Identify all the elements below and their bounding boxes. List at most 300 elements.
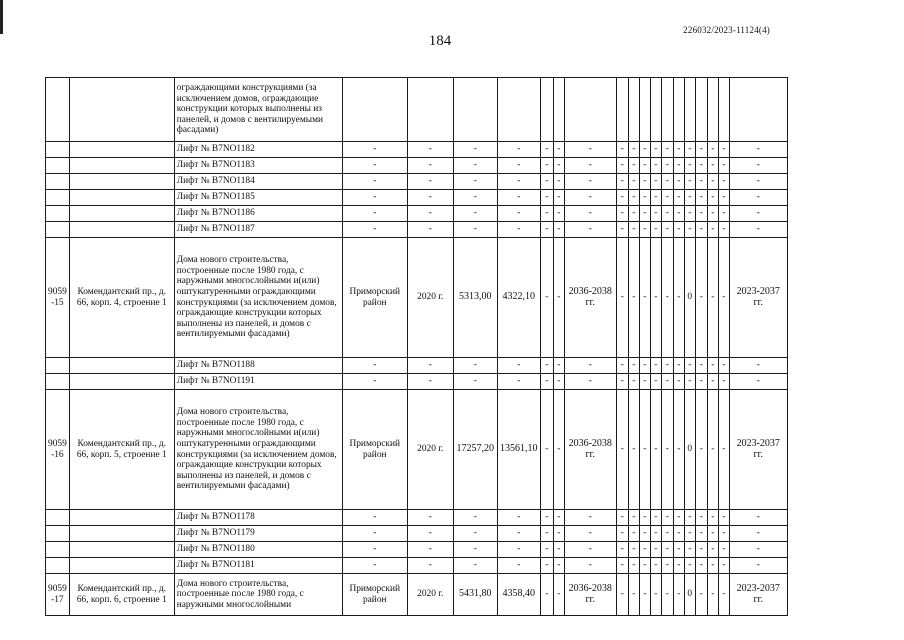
lift-value-cell: - (616, 374, 628, 390)
lift-value-cell: - (684, 142, 695, 158)
lift-label: Лифт № В7NO1182 (174, 142, 342, 158)
lift-value-cell: - (650, 158, 661, 174)
lift-value-cell: - (684, 158, 695, 174)
lift-value-cell: - (616, 510, 628, 526)
lift-value-cell: - (639, 558, 650, 574)
lift-value-cell: - (718, 174, 729, 190)
lift-value-cell: - (639, 142, 650, 158)
lift-value-cell: - (407, 510, 453, 526)
lift-value-cell: - (407, 358, 453, 374)
table-row-house (46, 238, 788, 358)
lift-value-cell: - (718, 526, 729, 542)
lift-value-cell: - (564, 174, 616, 190)
lift-value-cell: - (540, 542, 553, 558)
aux-cell-2: - (553, 238, 564, 358)
lift-value-cell: - (729, 174, 787, 190)
repair-period-cell: 2036-2038 гг. (564, 238, 616, 358)
lift-value-cell: - (564, 358, 616, 374)
lift-value-cell: - (639, 374, 650, 390)
lift-value-cell: - (684, 526, 695, 542)
work-value-cell: - (661, 238, 673, 358)
lift-value-cell: - (342, 158, 407, 174)
work-value-cell: - (695, 574, 707, 616)
lift-value-cell: - (407, 558, 453, 574)
lift-value-cell: - (453, 206, 497, 222)
lift-value-cell: - (661, 142, 673, 158)
description-cell: ограждающими конструкциями (за исключением домов, ограждающие конструкции которых выполнены из панелей, и домов с вентилируемыми фасадами) (174, 78, 342, 142)
code-cell (46, 358, 70, 374)
empty-cell (650, 78, 661, 142)
lift-value-cell: - (707, 206, 718, 222)
lift-value-cell: - (540, 158, 553, 174)
table-row-house (46, 390, 788, 510)
lift-value-cell: - (661, 358, 673, 374)
work-value-cell: - (718, 574, 729, 616)
lift-value-cell: - (684, 190, 695, 206)
empty-cell (453, 78, 497, 142)
address-cell (69, 526, 174, 542)
lift-value-cell: - (553, 542, 564, 558)
code-cell (46, 158, 70, 174)
lift-value-cell: - (407, 190, 453, 206)
lift-value-cell: - (707, 358, 718, 374)
aux-cell-1: - (540, 238, 553, 358)
table-row-lift (46, 374, 788, 390)
lift-value-cell: - (729, 222, 787, 238)
empty-cell (718, 78, 729, 142)
scan-edge-mark (0, 0, 3, 34)
empty-cell (497, 78, 540, 142)
lift-value-cell: - (673, 222, 684, 238)
lift-value-cell: - (616, 558, 628, 574)
code-cell (46, 374, 70, 390)
address-cell (69, 222, 174, 238)
lift-value-cell: - (729, 358, 787, 374)
empty-cell (673, 78, 684, 142)
lift-value-cell: - (453, 510, 497, 526)
table-row-lift (46, 206, 788, 222)
table-row-lift (46, 190, 788, 206)
table-row-lift (46, 526, 788, 542)
lift-value-cell: - (650, 190, 661, 206)
lift-value-cell: - (628, 526, 639, 542)
table-row-continuation (46, 78, 788, 142)
table-row-lift (46, 542, 788, 558)
lift-value-cell: - (673, 510, 684, 526)
lift-value-cell: - (639, 510, 650, 526)
lift-value-cell: - (639, 526, 650, 542)
lift-value-cell: - (564, 158, 616, 174)
lift-value-cell: - (695, 542, 707, 558)
lift-value-cell: - (650, 142, 661, 158)
lift-value-cell: - (407, 526, 453, 542)
work-value-cell: - (616, 574, 628, 616)
lift-value-cell: - (718, 510, 729, 526)
lift-label: Лифт № В7NO1180 (174, 542, 342, 558)
lift-value-cell: - (661, 190, 673, 206)
area-total-cell: 5431,80 (453, 574, 497, 616)
lift-value-cell: - (540, 358, 553, 374)
work-value-cell: - (707, 238, 718, 358)
lift-label: Лифт № В7NO1187 (174, 222, 342, 238)
lift-value-cell: - (616, 158, 628, 174)
lift-value-cell: - (628, 174, 639, 190)
lift-value-cell: - (342, 190, 407, 206)
code-cell (46, 222, 70, 238)
work-value-cell: 0 (684, 574, 695, 616)
lift-value-cell: - (707, 526, 718, 542)
table-row-lift (46, 158, 788, 174)
house-code: 9059 -15 (46, 238, 70, 358)
lift-value-cell: - (684, 206, 695, 222)
lift-value-cell: - (729, 374, 787, 390)
lift-value-cell: - (453, 558, 497, 574)
work-value-cell: - (628, 238, 639, 358)
address-cell (69, 78, 174, 142)
code-cell (46, 558, 70, 574)
lift-value-cell: - (673, 206, 684, 222)
lift-value-cell: - (695, 190, 707, 206)
lift-value-cell: - (639, 206, 650, 222)
work-value-cell: - (661, 574, 673, 616)
lift-value-cell: - (695, 142, 707, 158)
lift-value-cell: - (497, 542, 540, 558)
lift-value-cell: - (707, 558, 718, 574)
lift-value-cell: - (564, 206, 616, 222)
lift-value-cell: - (650, 174, 661, 190)
work-value-cell: - (628, 390, 639, 510)
lift-value-cell: - (707, 158, 718, 174)
work-value-cell: 0 (684, 390, 695, 510)
lift-value-cell: - (650, 542, 661, 558)
page-number: 184 (428, 33, 452, 49)
lift-value-cell: - (616, 222, 628, 238)
aux-cell-1: - (540, 574, 553, 616)
lift-value-cell: - (407, 158, 453, 174)
code-cell (46, 190, 70, 206)
lift-value-cell: - (553, 526, 564, 542)
empty-cell (564, 78, 616, 142)
address-cell (69, 374, 174, 390)
empty-cell (661, 78, 673, 142)
district-cell: Приморский район (342, 390, 407, 510)
district-cell: Приморский район (342, 238, 407, 358)
lift-value-cell: - (553, 222, 564, 238)
lift-value-cell: - (661, 542, 673, 558)
lift-value-cell: - (661, 510, 673, 526)
lift-value-cell: - (639, 358, 650, 374)
work-value-cell: - (650, 574, 661, 616)
empty-cell (342, 78, 407, 142)
lift-value-cell: - (695, 174, 707, 190)
district-cell: Приморский район (342, 574, 407, 616)
work-value-cell: - (718, 238, 729, 358)
lift-value-cell: - (695, 374, 707, 390)
lift-value-cell: - (540, 558, 553, 574)
lift-value-cell: - (707, 374, 718, 390)
lift-value-cell: - (342, 174, 407, 190)
lift-label: Лифт № В7NO1191 (174, 374, 342, 390)
code-cell (46, 142, 70, 158)
work-value-cell: - (673, 238, 684, 358)
lift-value-cell: - (497, 158, 540, 174)
deadline-cell: 2023-2037 гг. (729, 574, 787, 616)
lift-value-cell: - (453, 374, 497, 390)
lift-value-cell: - (342, 558, 407, 574)
lift-value-cell: - (407, 374, 453, 390)
lift-value-cell: - (540, 174, 553, 190)
lift-value-cell: - (453, 158, 497, 174)
year-cell: 2020 г. (407, 574, 453, 616)
lift-value-cell: - (540, 222, 553, 238)
lift-value-cell: - (342, 510, 407, 526)
table-row-lift (46, 222, 788, 238)
lift-value-cell: - (639, 222, 650, 238)
lift-value-cell: - (342, 542, 407, 558)
lift-value-cell: - (540, 374, 553, 390)
lift-value-cell: - (453, 526, 497, 542)
lift-value-cell: - (684, 558, 695, 574)
table-row-lift (46, 358, 788, 374)
lift-value-cell: - (695, 222, 707, 238)
lift-value-cell: - (684, 542, 695, 558)
lift-value-cell: - (564, 190, 616, 206)
lift-value-cell: - (540, 526, 553, 542)
work-value-cell: - (661, 390, 673, 510)
lift-value-cell: - (628, 374, 639, 390)
table-row-house (46, 574, 788, 616)
lift-value-cell: - (453, 174, 497, 190)
lift-value-cell: - (342, 222, 407, 238)
lift-value-cell: - (342, 526, 407, 542)
lift-value-cell: - (718, 142, 729, 158)
area-total-cell: 17257,20 (453, 390, 497, 510)
lift-value-cell: - (639, 174, 650, 190)
lift-value-cell: - (729, 526, 787, 542)
table-row-lift (46, 174, 788, 190)
empty-cell (553, 78, 564, 142)
code-cell (46, 526, 70, 542)
lift-value-cell: - (729, 158, 787, 174)
lift-value-cell: - (616, 358, 628, 374)
lift-label: Лифт № В7NO1186 (174, 206, 342, 222)
lift-value-cell: - (628, 222, 639, 238)
lift-value-cell: - (673, 142, 684, 158)
document-code: 226032/2023-11124(4) (683, 25, 770, 35)
lift-value-cell: - (553, 558, 564, 574)
lift-value-cell: - (673, 558, 684, 574)
lift-value-cell: - (673, 190, 684, 206)
lift-value-cell: - (729, 206, 787, 222)
aux-cell-2: - (553, 390, 564, 510)
house-code: 9059 -16 (46, 390, 70, 510)
lift-value-cell: - (497, 358, 540, 374)
lift-value-cell: - (497, 142, 540, 158)
work-value-cell: - (639, 390, 650, 510)
lift-value-cell: - (684, 374, 695, 390)
code-cell (46, 542, 70, 558)
lift-value-cell: - (673, 374, 684, 390)
lift-value-cell: - (661, 558, 673, 574)
lift-value-cell: - (729, 142, 787, 158)
repair-period-cell: 2036-2038 гг. (564, 390, 616, 510)
house-register-table (45, 77, 788, 616)
lift-value-cell: - (407, 174, 453, 190)
lift-value-cell: - (342, 374, 407, 390)
area-living-cell: 4322,10 (497, 238, 540, 358)
lift-value-cell: - (564, 542, 616, 558)
lift-value-cell: - (540, 510, 553, 526)
lift-value-cell: - (695, 158, 707, 174)
lift-value-cell: - (695, 526, 707, 542)
lift-value-cell: - (718, 558, 729, 574)
code-cell (46, 206, 70, 222)
lift-value-cell: - (616, 526, 628, 542)
address-cell (69, 190, 174, 206)
register-body (46, 78, 788, 616)
lift-label: Лифт № В7NO1181 (174, 558, 342, 574)
work-value-cell: - (718, 390, 729, 510)
lift-value-cell: - (684, 174, 695, 190)
lift-value-cell: - (407, 222, 453, 238)
lift-value-cell: - (661, 374, 673, 390)
lift-value-cell: - (718, 158, 729, 174)
empty-cell (729, 78, 787, 142)
lift-value-cell: - (729, 510, 787, 526)
lift-value-cell: - (673, 158, 684, 174)
year-cell: 2020 г. (407, 390, 453, 510)
lift-value-cell: - (407, 142, 453, 158)
lift-value-cell: - (407, 206, 453, 222)
lift-value-cell: - (564, 374, 616, 390)
lift-value-cell: - (673, 174, 684, 190)
house-address: Комендантский пр., д. 66, корп. 5, строение 1 (69, 390, 174, 510)
area-total-cell: 5313,00 (453, 238, 497, 358)
empty-cell (684, 78, 695, 142)
lift-value-cell: - (564, 510, 616, 526)
lift-value-cell: - (718, 542, 729, 558)
work-value-cell: - (695, 238, 707, 358)
empty-cell (540, 78, 553, 142)
lift-value-cell: - (695, 206, 707, 222)
area-living-cell: 4358,40 (497, 574, 540, 616)
lift-value-cell: - (684, 358, 695, 374)
table-row-lift (46, 142, 788, 158)
lift-label: Лифт № В7NO1184 (174, 174, 342, 190)
house-address: Комендантский пр., д. 66, корп. 6, строение 1 (69, 574, 174, 616)
lift-value-cell: - (673, 358, 684, 374)
lift-value-cell: - (540, 142, 553, 158)
lift-value-cell: - (553, 174, 564, 190)
lift-label: Лифт № В7NO1179 (174, 526, 342, 542)
lift-label: Лифт № В7NO1178 (174, 510, 342, 526)
lift-value-cell: - (718, 190, 729, 206)
lift-value-cell: - (650, 526, 661, 542)
lift-value-cell: - (695, 510, 707, 526)
work-value-cell: - (628, 574, 639, 616)
lift-value-cell: - (342, 206, 407, 222)
lift-value-cell: - (639, 542, 650, 558)
lift-value-cell: - (553, 358, 564, 374)
lift-value-cell: - (564, 526, 616, 542)
aux-cell-2: - (553, 574, 564, 616)
lift-value-cell: - (628, 558, 639, 574)
lift-value-cell: - (650, 222, 661, 238)
house-type-description: Дома нового строительства, построенные после 1980 года, с наружными многослойными и(или) оштукатуренными ограждающими конструкциями (за исключением домов, ограждающие конструкции которых выполнены из панелей, и домов с вентилируемыми фасадами) (174, 390, 342, 510)
lift-value-cell: - (695, 358, 707, 374)
area-living-cell: 13561,10 (497, 390, 540, 510)
lift-value-cell: - (707, 190, 718, 206)
deadline-cell: 2023-2037 гг. (729, 238, 787, 358)
work-value-cell: - (673, 574, 684, 616)
lift-value-cell: - (540, 190, 553, 206)
empty-cell (407, 78, 453, 142)
lift-value-cell: - (616, 190, 628, 206)
lift-value-cell: - (673, 526, 684, 542)
lift-value-cell: - (718, 358, 729, 374)
address-cell (69, 174, 174, 190)
lift-value-cell: - (718, 374, 729, 390)
work-value-cell: - (650, 238, 661, 358)
lift-value-cell: - (453, 358, 497, 374)
address-cell (69, 510, 174, 526)
work-value-cell: - (639, 574, 650, 616)
lift-value-cell: - (695, 558, 707, 574)
lift-value-cell: - (540, 206, 553, 222)
lift-value-cell: - (497, 190, 540, 206)
address-cell (69, 558, 174, 574)
address-cell (69, 358, 174, 374)
lift-value-cell: - (718, 222, 729, 238)
lift-value-cell: - (553, 510, 564, 526)
lift-value-cell: - (497, 526, 540, 542)
lift-value-cell: - (650, 358, 661, 374)
lift-value-cell: - (628, 142, 639, 158)
lift-value-cell: - (628, 190, 639, 206)
lift-value-cell: - (650, 206, 661, 222)
lift-value-cell: - (707, 510, 718, 526)
work-value-cell: - (639, 238, 650, 358)
lift-value-cell: - (661, 158, 673, 174)
lift-value-cell: - (718, 206, 729, 222)
lift-value-cell: - (453, 542, 497, 558)
work-value-cell: - (616, 390, 628, 510)
lift-value-cell: - (497, 174, 540, 190)
lift-value-cell: - (650, 510, 661, 526)
lift-value-cell: - (553, 142, 564, 158)
empty-cell (616, 78, 628, 142)
lift-value-cell: - (707, 142, 718, 158)
address-cell (69, 158, 174, 174)
table-row-lift (46, 558, 788, 574)
house-code: 9059 -17 (46, 574, 70, 616)
address-cell (69, 142, 174, 158)
aux-cell-1: - (540, 390, 553, 510)
lift-value-cell: - (564, 142, 616, 158)
lift-value-cell: - (661, 174, 673, 190)
code-cell (46, 510, 70, 526)
lift-value-cell: - (553, 206, 564, 222)
work-value-cell: 0 (684, 238, 695, 358)
lift-value-cell: - (650, 558, 661, 574)
lift-label: Лифт № В7NO1188 (174, 358, 342, 374)
lift-value-cell: - (453, 222, 497, 238)
lift-value-cell: - (616, 142, 628, 158)
lift-value-cell: - (553, 158, 564, 174)
work-value-cell: - (650, 390, 661, 510)
lift-label: Лифт № В7NO1185 (174, 190, 342, 206)
lift-value-cell: - (564, 222, 616, 238)
